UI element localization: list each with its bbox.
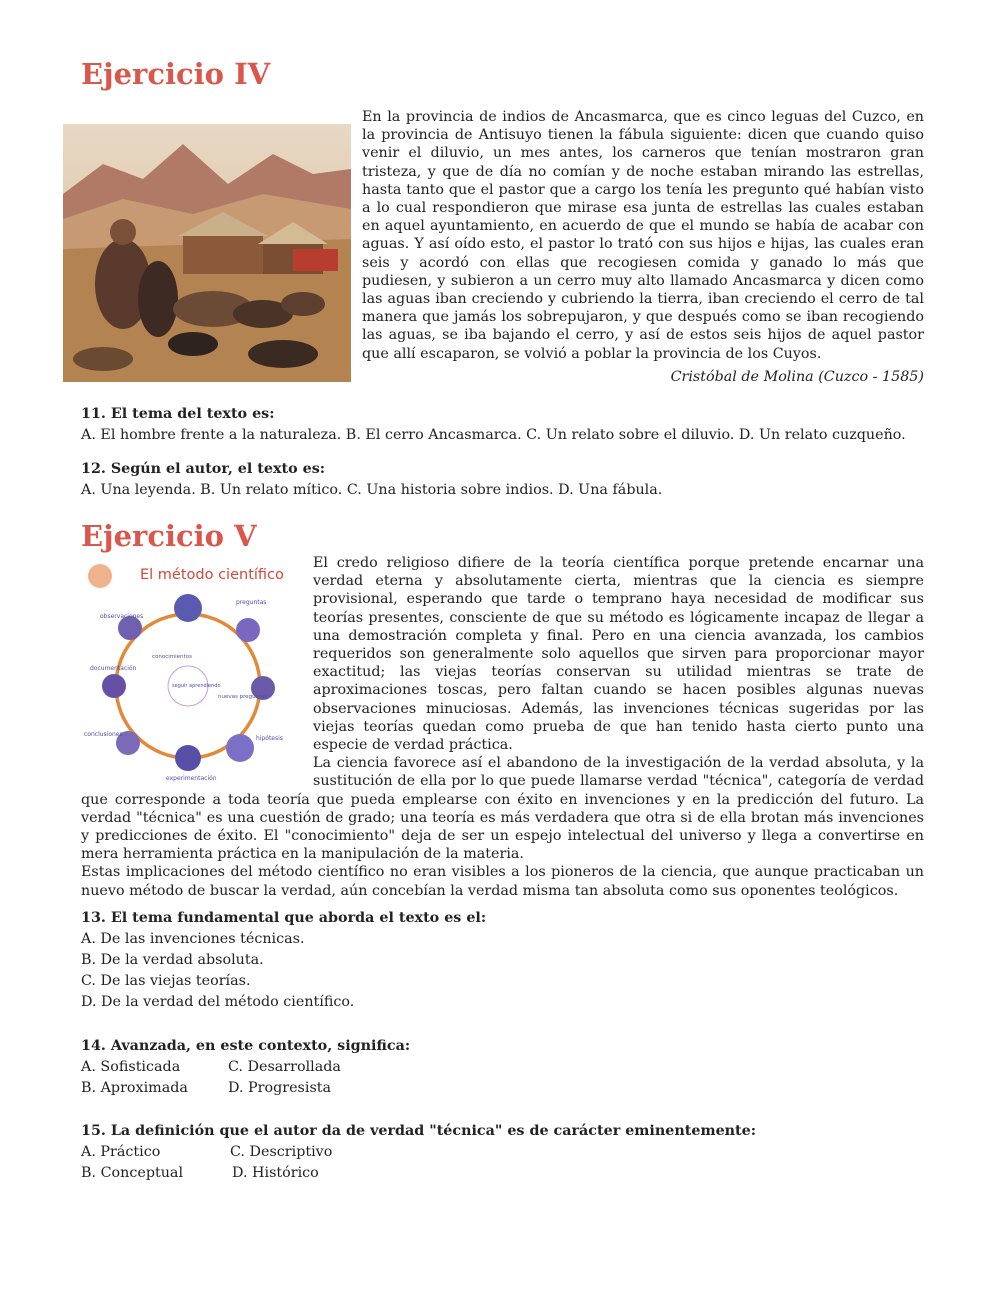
ex5-passage [81,554,924,900]
svg-text:observaciones: observaciones [100,613,144,620]
question-14-option-b: B. Aproximada [81,1080,188,1096]
ex4-passage: En la provincia de indios de Ancasmarca, que es cinco leguas del Cuzco, en la provincia de Antisuyo tienen la fábula siguiente: dicen que cuando quiso venir el diluvio, un mes antes, los carneros que tenían mostraron gran tristeza, y que de día no comían y de noche estaban mirando las estrellas, hasta tanto que el pastor que a cargo los tenía les pregunto qué habían visto a lo cual respondieron que mirase esa junta de estrellas las cuales estaban en aquel ayuntamiento, en acuerdo de que el mundo se había de acabar con aguas. Y así oído esto, el pastor lo trató con sus hijos e hijas, las cuales eran seis y acordó con ellas que recogiesen comida y ganado lo más que pudiesen, y subieron a un cerro muy alto llamado Ancasmarca y dicen como las aguas iban creciendo y cubriendo la tierra, iban creciendo el cerro de tal manera que jamás los sobrepujaron, y que después como se iban recogiendo las aguas, se iba bajando el cerro, y así de estos seis hijos de aquel pastor que allí escaparon, se volvió a poblar la provincia de los Cuyos. [362,109,924,362]
question-13-option-d: D. De la verdad del método científico. [81,994,355,1010]
question-11-options: A. El hombre frente a la naturaleza. B. El cerro Ancasmarca. C. Un relato sobre el diluvio. D. Un relato cuzqueño. [81,427,906,443]
question-14-stem: 14. Avanzada, en este contexto, significa: [81,1038,411,1054]
diagram-title: El método científico [140,567,284,583]
question-15 [81,1121,931,1184]
question-14-option-a: A. Sofisticada [81,1059,181,1075]
svg-text:conclusiones: conclusiones [84,731,123,738]
svg-text:seguir aprendiendo: seguir aprendiendo [172,683,221,689]
question-11 [81,404,931,446]
svg-text:conocimientos: conocimientos [152,654,192,660]
question-13-option-a: A. De las invenciones técnicas. [81,931,305,947]
question-12-options: A. Una leyenda. B. Un relato mítico. C. Una historia sobre indios. D. Una fábula. [81,482,663,498]
question-12-stem: 12. Según el autor, el texto es: [81,461,326,477]
question-13-stem: 13. El tema fundamental que aborda el texto es el: [81,910,487,926]
ex4-citation: Cristóbal de Molina (Cuzco - 1585) [670,369,924,385]
question-12 [81,459,931,501]
question-14 [81,1036,931,1099]
ex5-paragraph-1: El credo religioso difiere de la teoría científica porque pretende encarnar una verdad eterna y absolutamente cierta, mientras que la ciencia es siempre provisional, esperando que tarde o temprano haya necesidad de modificar sus teorías presentes, consciente de que su método es lógicamente incapaz de llegar a una demostración completa y final. Pero en una ciencia avanzada, los cambios requeridos son generalmente solo aquellos que sirven para proporcionar mayor exactitud; las viejas teorías conservan su utilidad mientras se trate de aproximaciones toscas, pero faltan cuando se hacen posibles algunas nuevas observaciones minuciosas. Además, las invenciones técnicas sugeridas por las viejas teorías quedan como prueba de que han tenido hasta cierto punto una especie de verdad práctica. [313,555,924,754]
svg-text:documentación: documentación [90,665,137,672]
question-15-stem: 15. La definición que el autor da de verdad "técnica" es de carácter eminentemente: [81,1123,757,1139]
svg-text:hipótesis: hipótesis [256,735,283,742]
heading-ejercicio-iv: Ejercicio IV [81,57,271,91]
question-14-option-c: C. Desarrollada [228,1059,341,1075]
svg-text:preguntas: preguntas [236,599,267,606]
ex5-paragraph-3: Estas implicaciones del método científico no eran visibles a los pioneros de la ciencia, que aunque practicaban un nuevo método de buscar la verdad, aún concebían la verdad misma tan absoluta como sus oponentes teológicos. [81,864,924,899]
heading-ejercicio-v: Ejercicio V [81,519,257,553]
question-13 [81,908,931,1013]
svg-text:nuevas preguntas: nuevas preguntas [218,694,268,700]
question-15-option-c: C. Descriptivo [230,1144,333,1160]
ex5-paragraph-2: La ciencia favorece así el abandono de la investigación de la verdad absoluta, y la sustitución de ella por lo que puede llamarse verdad "técnica", categoría de verdad que corresponde a toda teoría que pueda emplearse con éxito en invenciones y en la predicción del futuro. La verdad "técnica" es una cuestión de grado; una teoría es más verdadera que otra si de ella brotan más invenciones y predicciones de éxito. El "conocimiento" deja de ser un espejo intelectual del universo y llega a convertirse en mera herramienta práctica en la manipulación de la materia. [81,755,924,863]
question-15-option-b: B. Conceptual [81,1165,184,1181]
question-15-option-a: A. Práctico [81,1144,161,1160]
question-13-option-c: C. De las viejas teorías. [81,973,251,989]
question-11-stem: 11. El tema del texto es: [81,406,275,422]
question-15-option-d: D. Histórico [232,1165,319,1181]
question-13-option-b: B. De la verdad absoluta. [81,952,264,968]
question-14-option-d: D. Progresista [228,1080,332,1096]
svg-text:experimentación: experimentación [166,775,217,782]
andean-flood-painting [63,124,351,382]
